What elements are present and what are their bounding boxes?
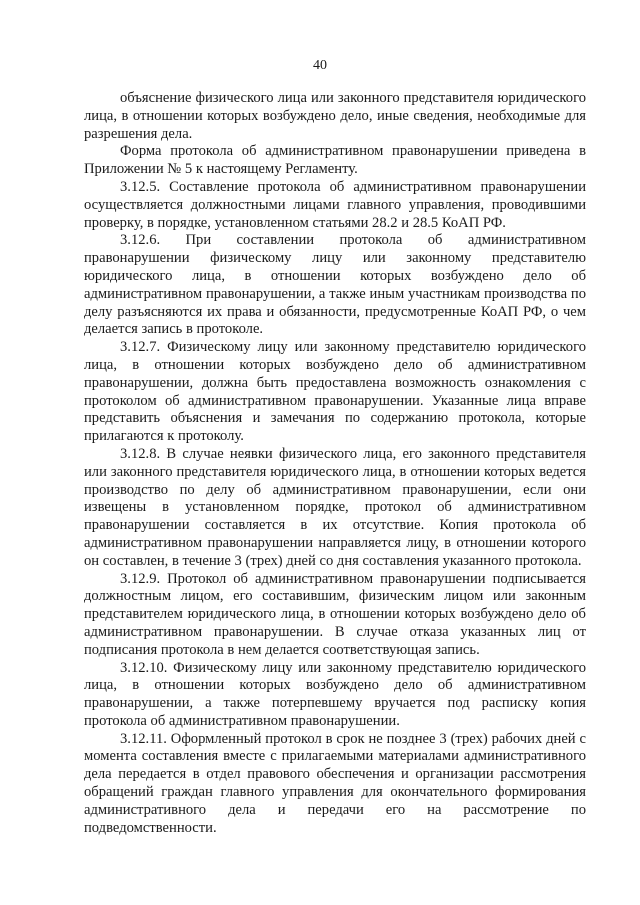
paragraph-3-12-6: 3.12.6. При составлении протокола об административном правонарушении физическому лицу или законному представителю юридического лица, в отношении которых возбуждено дело об административном правонарушении, а также иным участникам производства по делу разъясняются их права и обязанности, предусмотренные КоАП РФ, о чем делается запись в протоколе. [84,232,586,338]
paragraph-3-12-8: 3.12.8. В случае неявки физического лица, его законного представителя или законного представителя юридического лица, в отношении которых ведется производство по делу об административном правонарушении, если они извещены в установленном порядке, протокол об административном правонарушении составляется в их отсутствие. Копия протокола об административном правонарушении направляется лицу, в отношении которого он составлен, в течение 3 (трех) дней со дня составления указанного протокола. [84,445,586,569]
paragraph-3-12-7: 3.12.7. Физическому лицу или законному представителю юридического лица, в отношении которых возбуждено дело об административном правонарушении, должна быть предоставлена возможность ознакомления с протоколом об административном правонарушении. Указанные лица вправе представить объяснения и замечания по содержанию протокола, которые прилагаются к протоколу. [84,339,586,445]
paragraph-3-12-10: 3.12.10. Физическому лицу или законному представителю юридического лица, в отношении которых возбуждено дело об административном правонарушении, а также потерпевшему вручается под расписку копия протокола об административном правонарушении. [84,659,586,729]
paragraph-3-12-9: 3.12.9. Протокол об административном правонарушении подписывается должностным лицом, его составившим, физическим лицом или законным представителем юридического лица, в отношении которых возбуждено дело об административном правонарушении. В случае отказа указанных лиц от подписания протокола в нем делается соответствующая запись. [84,570,586,658]
paragraph-continuation: объяснение физического лица или законного представителя юридического лица, в отношении которых возбуждено дело, иные сведения, необходимые для разрешения дела. [84,90,586,142]
paragraph-3-12-5: 3.12.5. Составление протокола об административном правонарушении осуществляется должностными лицами главного управления, проводившими проверку, в порядке, установленном статьями 28.2 и 28.5 КоАП РФ. [84,178,586,231]
paragraph-3-12-11: 3.12.11. Оформленный протокол в срок не позднее 3 (трех) рабочих дней с момента составления вместе с прилагаемыми материалами административного дела передается в отдел правового обеспечения и организации рассмотрения обращений граждан главного управления для окончательного формирования административного дела и передачи его на рассмотрение по подведомственности. [84,730,586,836]
document-body [84,90,586,837]
page-number: 40 [313,58,327,73]
paragraph-protocol-form: Форма протокола об административном правонарушении приведена в Приложении № 5 к настоящему Регламенту. [84,143,586,178]
